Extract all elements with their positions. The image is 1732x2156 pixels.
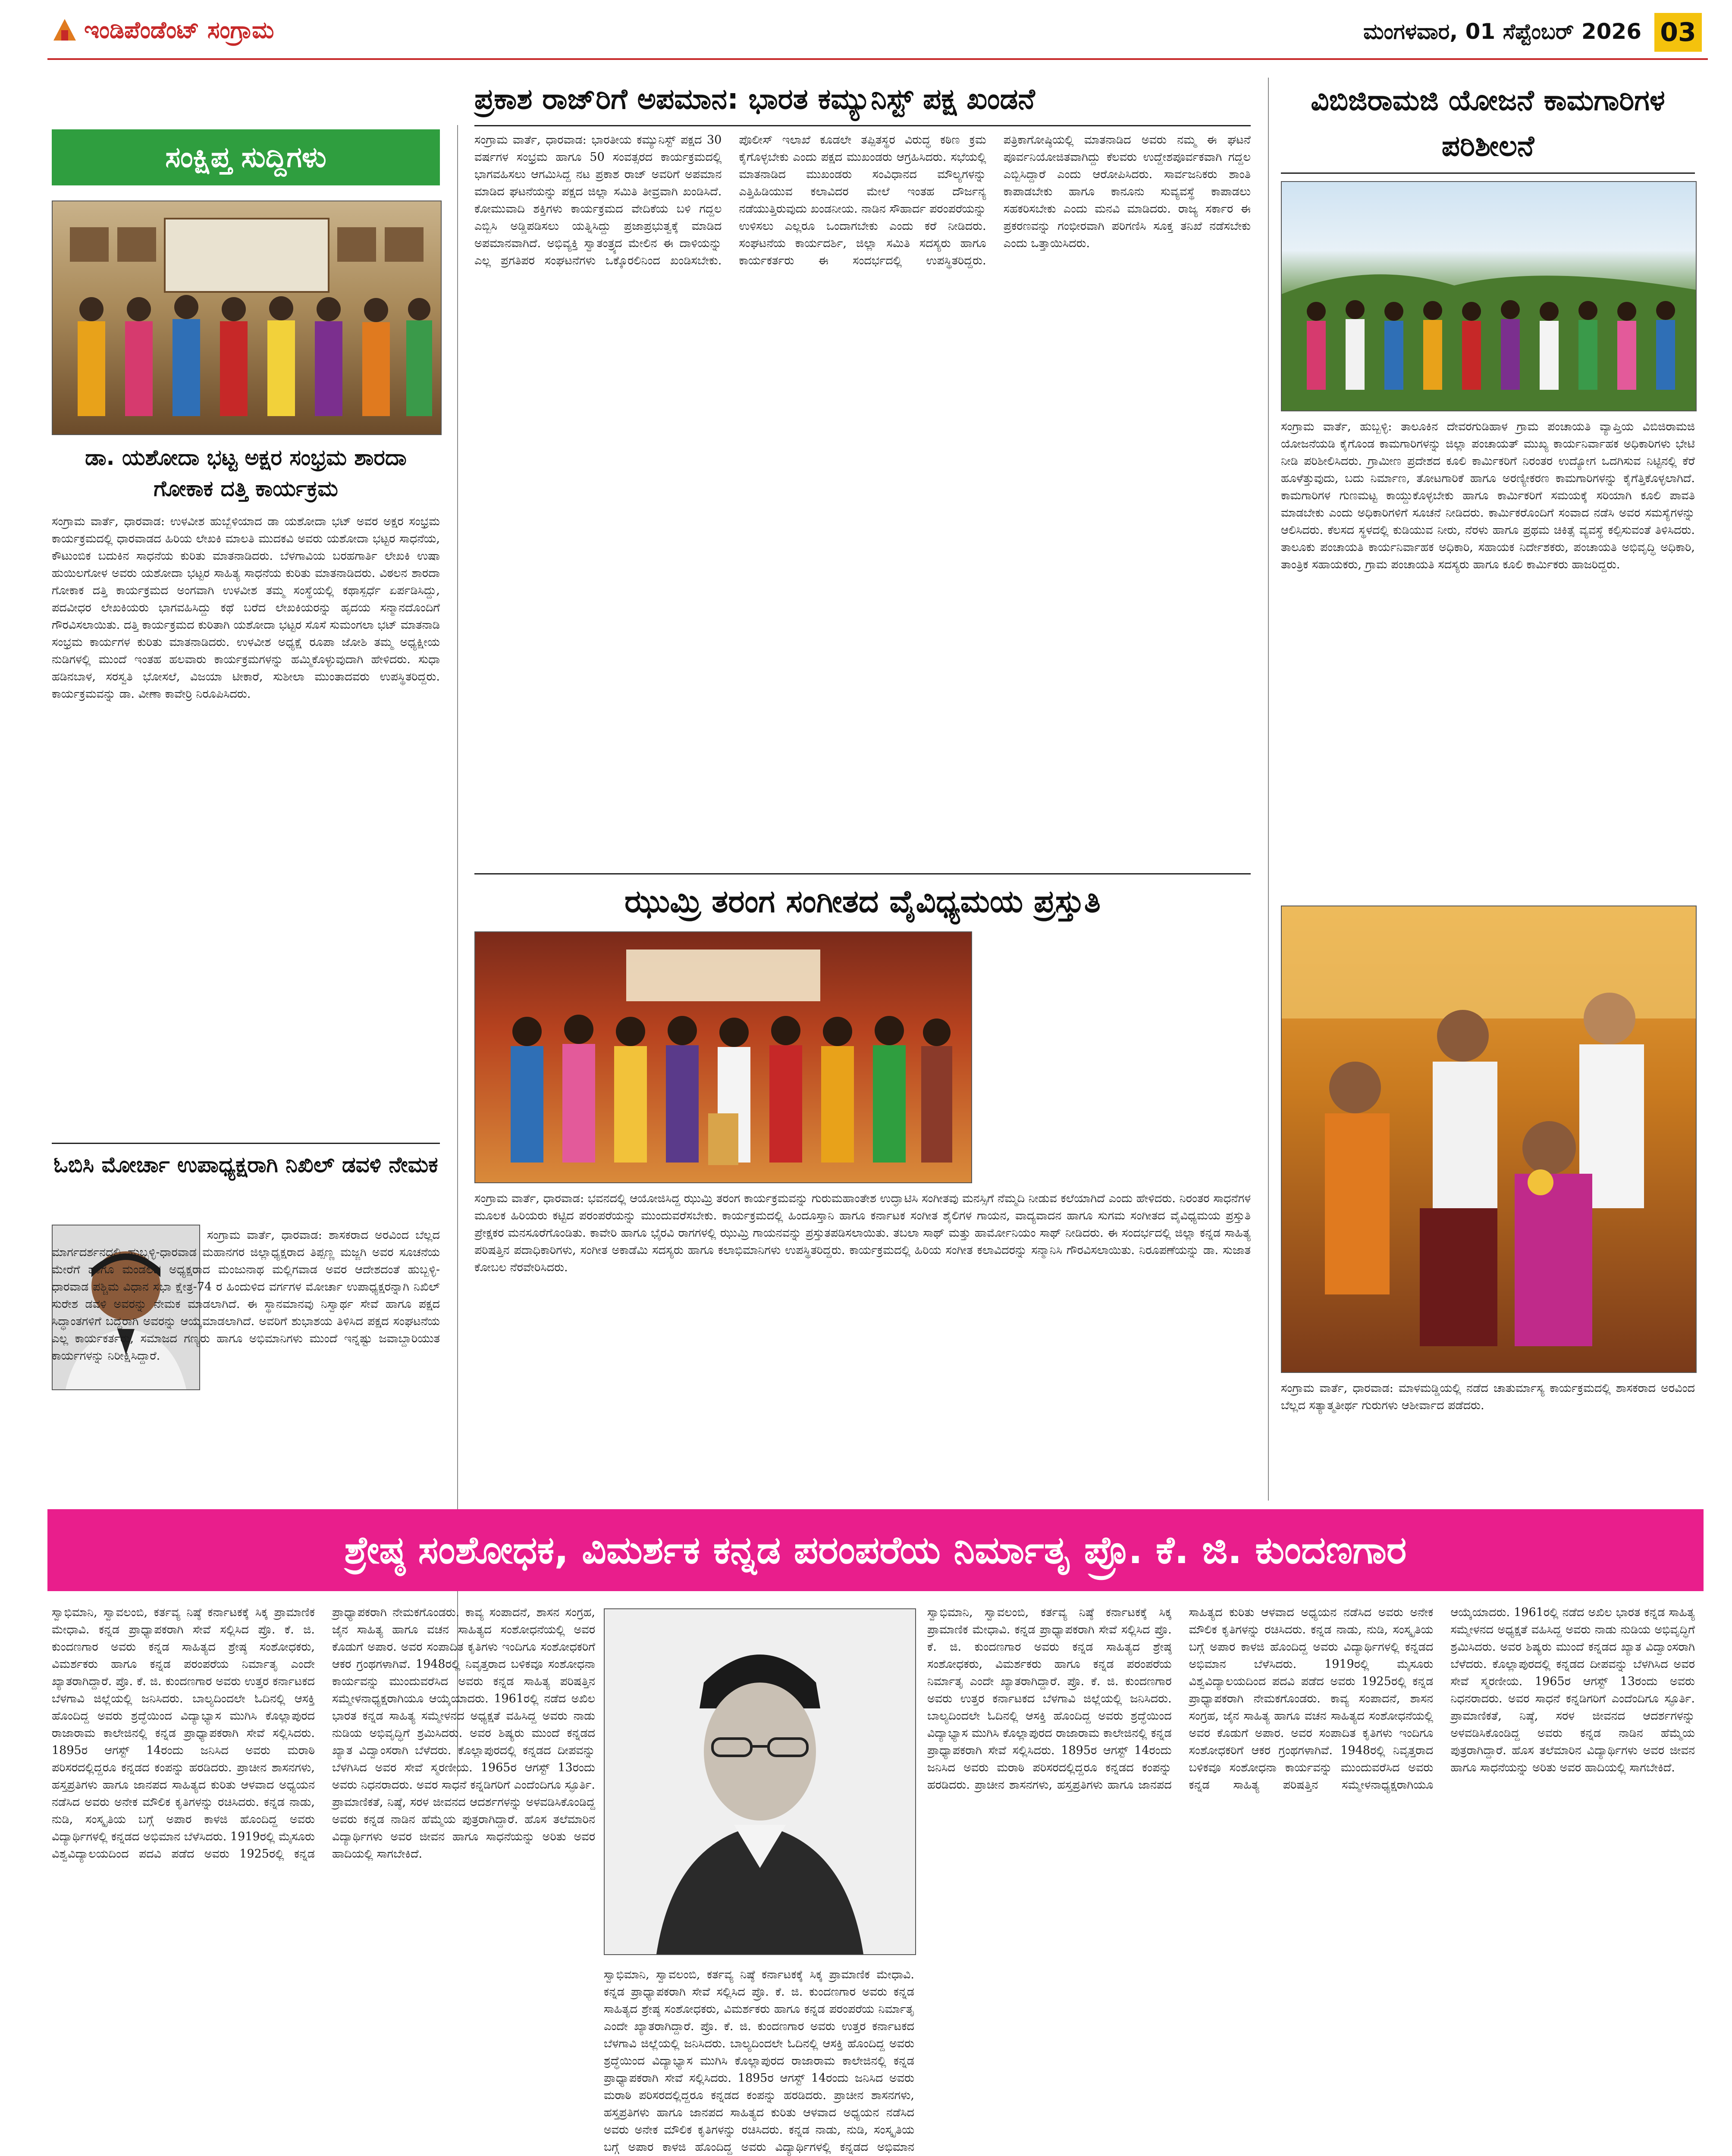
feature-banner [47,1509,1704,1591]
page-number: 03 [1654,13,1702,52]
prakash-headline: ಪ್ರಕಾಶ ರಾಜ್‌ರಿಗೆ ಅಪಮಾನ: ಭಾರತ ಕಮ್ಯುನಿಸ್ಟ್ ಪಕ್ಷ ಖಂಡನೆ [474,82,1035,116]
brief2-top-rule [52,1143,440,1144]
tarang-headline: ಝುಮ್ರಿ ತರಂಗ ಸಂಗೀತದ ವೈವಿಧ್ಯಮಯ ಪ್ರಸ್ತುತಿ [624,883,1101,919]
paper-name: ಇಂಡಿಪೆಂಡೆಂಟ್ ಸಂಗ್ರಾಮ [84,16,274,44]
vbjrm-body: ಸಂಗ್ರಾಮ ವಾರ್ತೆ, ಹುಬ್ಬಳ್ಳಿ: ತಾಲೂಕಿನ ದೇವರಗುಡಿಹಾಳ ಗ್ರಾಮ ಪಂಚಾಯತಿ ವ್ಯಾಪ್ತಿಯ ವಿಬಿಜಿರಾಮಜಿ ಯೋಜನೆಯಡಿ ಕೈಗೊಂಡ ಕಾಮಗಾರಿಗಳನ್ನು ಜಿಲ್ಲಾ ಪಂಚಾಯತ್ ಮುಖ್ಯ ಕಾರ್ಯನಿರ್ವಾಹಕ ಅಧಿಕಾರಿಗಳು ಭೇಟಿ ನೀಡಿ ಪರಿಶೀಲಿಸಿದರು. ಗ್ರಾಮೀಣ ಪ್ರದೇಶದ ಕೂಲಿ ಕಾರ್ಮಿಕರಿಗೆ ನಿರಂತರ ಉದ್ಯೋಗ ಒದಗಿಸುವ ನಿಟ್ಟಿನಲ್ಲಿ ಕೆರೆ ಹೂಳೆತ್ತುವುದು, ಬದು ನಿರ್ಮಾಣ, ತೋಟಗಾರಿಕೆ ಹಾಗೂ ಅರಣ್ಯೀಕರಣ ಕಾಮಗಾರಿಗಳನ್ನು ಕೈಗೆತ್ತಿಕೊಳ್ಳಲಾಗಿದೆ. ಕಾಮಗಾರಿಗಳ ಗುಣಮಟ್ಟ ಕಾಯ್ದುಕೊಳ್ಳಬೇಕು ಹಾಗೂ ಕಾರ್ಮಿಕರಿಗೆ ಸಮಯಕ್ಕೆ ಸರಿಯಾಗಿ ಕೂಲಿ ಪಾವತಿ ಮಾಡಬೇಕು ಎಂದು ಅಧಿಕಾರಿಗಳಿಗೆ ಸೂಚನೆ ನೀಡಿದರು. ಕಾರ್ಮಿಕರೊಂದಿಗೆ ಸಂವಾದ ನಡೆಸಿ ಅವರ ಸಮಸ್ಯೆಗಳನ್ನು ಆಲಿಸಿದರು. ಕೆಲಸದ ಸ್ಥಳದಲ್ಲಿ ಕುಡಿಯುವ ನೀರು, ನೆರಳು ಹಾಗೂ ಪ್ರಥಮ ಚಿಕಿತ್ಸೆ ವ್ಯವಸ್ಥೆ ಕಲ್ಪಿಸುವಂತೆ ತಿಳಿಸಿದರು. ತಾಲೂಕು ಪಂಚಾಯತಿ ಕಾರ್ಯನಿರ್ವಾಹಕ ಅಧಿಕಾರಿ, ಸಹಾಯಕ ನಿರ್ದೇಶಕರು, ಪಂಚಾಯತಿ ಅಭಿವೃದ್ಧಿ ಅಧಿಕಾರಿ, ತಾಂತ್ರಿಕ ಸಹಾಯಕರು, ಗ್ರಾಮ ಪಂಚಾಯತಿ ಸದಸ್ಯರು ಹಾಗೂ ಕೂಲಿ ಕಾರ್ಮಿಕರು ಹಾಜರಿದ್ದರು. [1281,420,1695,571]
brief2-headline: ಓಬಿಸಿ ಮೋರ್ಚಾ ಉಪಾಧ್ಯಕ್ಷರಾಗಿ ನಿಖಿಲ್ ಡವಳಿ ನೇಮಕ [53,1152,438,1177]
chaturmasya-photo [1281,906,1697,1373]
tarang-top-rule [474,873,1251,874]
brief2-body: ಸಂಗ್ರಾಮ ವಾರ್ತೆ, ಧಾರವಾಡ: ಶಾಸಕರಾದ ಅರವಿಂದ ಬೆಲ್ಲದ ಮಾರ್ಗದರ್ಶನದಲ್ಲಿ ಹುಬ್ಬಳ್ಳಿ-ಧಾರವಾಡ ಮಹಾನಗರ ಜಿಲ್ಲಾಧ್ಯಕ್ಷರಾದ ತಿಪ್ಪಣ್ಣ ಮಜ್ಜಗಿ ಅವರ ಸೂಚನೆಯ ಮೇರೆಗೆ ಹಾಗೂ ಮಂಡಲದ ಅಧ್ಯಕ್ಷರಾದ ಮಂಜುನಾಥ ಮಲ್ಲಿಗವಾಡ ಅವರ ಆದೇಶದಂತೆ ಹುಬ್ಬಳ್ಳಿ-ಧಾರವಾಡ ಪಶ್ಚಿಮ ವಿಧಾನ ಸಭಾ ಕ್ಷೇತ್ರ-74 ರ ಹಿಂದುಳಿದ ವರ್ಗಗಳ ಮೋರ್ಚಾ ಉಪಾಧ್ಯಕ್ಷರನ್ನಾಗಿ ನಿಖಿಲ್ ಸುರೇಶ ಡವಳಿ ಅವರನ್ನು ನೇಮಕ ಮಾಡಲಾಗಿದೆ. ಈ ಸ್ಥಾನಮಾನವು ನಿಸ್ವಾರ್ಥ ಸೇವೆ ಹಾಗೂ ಪಕ್ಷದ ಸಿದ್ಧಾಂತಗಳಿಗೆ ಬದ್ಧರಾಗಿ ಅವರನ್ನು ಆಯ್ಕೆಮಾಡಲಾಗಿದೆ. ಅವರಿಗೆ ಶುಭಾಶಯ ತಿಳಿಸಿದ ಪಕ್ಷದ ಸಂಘಟನೆಯ ಎಲ್ಲ ಕಾರ್ಯಕರ್ತರು, ಸಮಾಜದ ಗಣ್ಯರು ಹಾಗೂ ಅಭಿಮಾನಿಗಳು ಮುಂದೆ ಇನ್ನಷ್ಟು ಜವಾಬ್ದಾರಿಯುತ ಕಾರ್ಯಗಳನ್ನು ನಿರೀಕ್ಷಿಸಿದ್ದಾರೆ. [52,1228,440,1363]
masthead-logo-icon [52,17,78,43]
feature-portrait [604,1608,916,1955]
feature-banner-title: ಶ್ರೇಷ್ಠ ಸಂಶೋಧಕ, ವಿಮರ್ಶಕ ಕನ್ನಡ ಪರಂಪರೆಯ ನಿರ್ಮಾತೃ ಪ್ರೊ. ಕೆ. ಜಿ. ಕುಂದಣಗಾರ [344,1528,1407,1572]
issue-date: ಮಂಗಳವಾರ, 01 ಸೆಪ್ಟೆಂಬರ್ 2026 [1363,19,1641,44]
vbjrm-headline: ವಿಬಿಜಿರಾಮಜಿ ಯೋಜನೆ ಕಾಮಗಾರಿಗಳ ಪರಿಶೀಲನೆ [1311,84,1665,163]
briefs-header [52,129,440,185]
brief1-headline: ಡಾ. ಯಶೋದಾ ಭಟ್ಟ ಅಕ್ಷರ ಸಂಭ್ರಮ ಶಾರದಾ ಗೋಕಾಕ ದತ್ತಿ ಕಾರ್ಯಕ್ರಮ [85,445,407,501]
feature-body-left: ಸ್ವಾಭಿಮಾನಿ, ಸ್ವಾವಲಂಬಿ, ಕರ್ತವ್ಯ ನಿಷ್ಠೆ ಕರ್ನಾಟಕಕ್ಕೆ ಸಿಕ್ಕ ಪ್ರಾಮಾಣಿಕ ಮೇಧಾವಿ. ಕನ್ನಡ ಪ್ರಾಧ್ಯಾಪಕರಾಗಿ ಸೇವೆ ಸಲ್ಲಿಸಿದ ಪ್ರೊ. ಕೆ. ಜಿ. ಕುಂದಣಗಾರ ಅವರು ಕನ್ನಡ ಸಾಹಿತ್ಯದ ಶ್ರೇಷ್ಠ ಸಂಶೋಧಕರು, ವಿಮರ್ಶಕರು ಹಾಗೂ ಕನ್ನಡ ಪರಂಪರೆಯ ನಿರ್ಮಾತೃ ಎಂದೇ ಖ್ಯಾತರಾಗಿದ್ದಾರೆ. ಪ್ರೊ. ಕೆ. ಜಿ. ಕುಂದಣಗಾರ ಅವರು ಉತ್ತರ ಕರ್ನಾಟಕದ ಬೆಳಗಾವಿ ಜಿಲ್ಲೆಯಲ್ಲಿ ಜನಿಸಿದರು. ಬಾಲ್ಯದಿಂದಲೇ ಓದಿನಲ್ಲಿ ಆಸಕ್ತಿ ಹೊಂದಿದ್ದ ಅವರು ಶ್ರದ್ಧೆಯಿಂದ ವಿದ್ಯಾಭ್ಯಾಸ ಮುಗಿಸಿ ಕೊಲ್ಲಾಪುರದ ರಾಜಾರಾಮ ಕಾಲೇಜಿನಲ್ಲಿ ಕನ್ನಡ ಪ್ರಾಧ್ಯಾಪಕರಾಗಿ ಸೇವೆ ಸಲ್ಲಿಸಿದರು. 1895ರ ಆಗಸ್ಟ್ 14ರಂದು ಜನಿಸಿದ ಅವರು ಮರಾಠಿ ಪರಿಸರದಲ್ಲಿದ್ದರೂ ಕನ್ನಡದ ಕಂಪನ್ನು ಹರಡಿದರು. ಪ್ರಾಚೀನ ಶಾಸನಗಳು, ಹಸ್ತಪ್ರತಿಗಳು ಹಾಗೂ ಜಾನಪದ ಸಾಹಿತ್ಯದ ಕುರಿತು ಆಳವಾದ ಅಧ್ಯಯನ ನಡೆಸಿದ ಅವರು ಅನೇಕ ಮೌಲಿಕ ಕೃತಿಗಳನ್ನು ರಚಿಸಿದರು. ಕನ್ನಡ ನಾಡು, ನುಡಿ, ಸಂಸ್ಕೃತಿಯ ಬಗ್ಗೆ ಅಪಾರ ಕಾಳಜಿ ಹೊಂದಿದ್ದ ಅವರು ವಿದ್ಯಾರ್ಥಿಗಳಲ್ಲಿ ಕನ್ನಡದ ಅಭಿಮಾನ ಬೆಳೆಸಿದರು. 1919ರಲ್ಲಿ ಮೈಸೂರು ವಿಶ್ವವಿದ್ಯಾಲಯದಿಂದ ಪದವಿ ಪಡೆದ ಅವರು 1925ರಲ್ಲಿ ಕನ್ನಡ ಪ್ರಾಧ್ಯಾಪಕರಾಗಿ ನೇಮಕಗೊಂಡರು. ಕಾವ್ಯ ಸಂಪಾದನೆ, ಶಾಸನ ಸಂಗ್ರಹ, ಜೈನ ಸಾಹಿತ್ಯ ಹಾಗೂ ವಚನ ಸಾಹಿತ್ಯದ ಸಂಶೋಧನೆಯಲ್ಲಿ ಅವರ ಕೊಡುಗೆ ಅಪಾರ. ಅವರ ಸಂಪಾದಿತ ಕೃತಿಗಳು ಇಂದಿಗೂ ಸಂಶೋಧಕರಿಗೆ ಆಕರ ಗ್ರಂಥಗಳಾಗಿವೆ. 1948ರಲ್ಲಿ ನಿವೃತ್ತರಾದ ಬಳಿಕವೂ ಸಂಶೋಧನಾ ಕಾರ್ಯವನ್ನು ಮುಂದುವರೆಸಿದ ಅವರು ಕನ್ನಡ ಸಾಹಿತ್ಯ ಪರಿಷತ್ತಿನ ಸಮ್ಮೇಳನಾಧ್ಯಕ್ಷರಾಗಿಯೂ ಆಯ್ಕೆಯಾದರು. 1961ರಲ್ಲಿ ನಡೆದ ಅಖಿಲ ಭಾರತ ಕನ್ನಡ ಸಾಹಿತ್ಯ ಸಮ್ಮೇಳನದ ಅಧ್ಯಕ್ಷತೆ ವಹಿಸಿದ್ದ ಅವರು ನಾಡು ನುಡಿಯ ಅಭಿವೃದ್ಧಿಗೆ ಶ್ರಮಿಸಿದರು. ಅವರ ಶಿಷ್ಯರು ಮುಂದೆ ಕನ್ನಡದ ಖ್ಯಾತ ವಿದ್ವಾಂಸರಾಗಿ ಬೆಳೆದರು. ಕೊಲ್ಲಾಪುರದಲ್ಲಿ ಕನ್ನಡದ ದೀಪವನ್ನು ಬೆಳಗಿಸಿದ ಅವರ ಸೇವೆ ಸ್ಮರಣೀಯ. 1965ರ ಆಗಸ್ಟ್ 13ರಂದು ಅವರು ನಿಧನರಾದರು. ಅವರ ಸಾಧನೆ ಕನ್ನಡಿಗರಿಗೆ ಎಂದೆಂದಿಗೂ ಸ್ಫೂರ್ತಿ. ಪ್ರಾಮಾಣಿಕತೆ, ನಿಷ್ಠೆ, ಸರಳ ಜೀವನದ ಆದರ್ಶಗಳನ್ನು ಅಳವಡಿಸಿಕೊಂಡಿದ್ದ ಅವರು ಕನ್ನಡ ನಾಡಿನ ಹೆಮ್ಮೆಯ ಪುತ್ರರಾಗಿದ್ದಾರೆ. ಹೊಸ ತಲೆಮಾರಿನ ವಿದ್ಯಾರ್ಥಿಗಳು ಅವರ ಜೀವನ ಹಾಗೂ ಸಾಧನೆಯನ್ನು ಅರಿತು ಅವರ ಹಾದಿಯಲ್ಲಿ ಸಾಗಬೇಕಿದೆ. [52,1606,595,1861]
chaturmasya-caption: ಸಂಗ್ರಾಮ ವಾರ್ತೆ, ಧಾರವಾಡ: ಮಾಳಮಡ್ಡಿಯಲ್ಲಿ ನಡೆದ ಚಾತುರ್ಮಾಸ್ಯ ಕಾರ್ಯಕ್ರಮದಲ್ಲಿ ಶಾಸಕರಾದ ಅರವಿಂದ ಬೆಲ್ಲದ ಸತ್ಯಾತ್ಮತೀರ್ಥ ಗುರುಗಳು ಆಶೀರ್ವಾದ ಪಡೆದರು. [1281,1382,1695,1412]
brief1-photo [52,201,442,435]
vbjrm-rule [1281,172,1695,174]
briefs-header-text: ಸಂಕ್ಷಿಪ್ತ ಸುದ್ದಿಗಳು [165,141,326,174]
brief1-body: ಸಂಗ್ರಾಮ ವಾರ್ತೆ, ಧಾರವಾಡ: ಉಳವೀಶ ಹುಬ್ಬೆಳಿಯಾದ ಡಾ ಯಶೋದಾ ಭಟ್ ಅವರ ಅಕ್ಷರ ಸಂಭ್ರಮ ಕಾರ್ಯಕ್ರಮದಲ್ಲಿ ಧಾರವಾಡದ ಹಿರಿಯ ಲೇಖಕಿ ಮಾಲತಿ ಮುದಕವಿ ಅವರು ಯಶೋದಾ ಭಟ್ಟರ ಸಾಧನೆಯ, ಕೌಟುಂಬಿಕ ಬದುಕಿನ ಸಾಧನೆಯ ಕುರಿತು ಮಾತನಾಡಿದರು. ಬೆಳಗಾವಿಯ ಬರಹಗಾರ್ತಿ ಲೇಖಕಿ ಉಷಾ ಹುಯಿಲಗೋಳ ಅವರು ಯಶೋದಾ ಭಟ್ಟರ ಸಾಹಿತ್ಯ ಸಾಧನೆಯ ಕುರಿತು ಮಾತನಾಡಿದರು. ವಿಠಲನ ಶಾರದಾ ಗೋಕಾಕ ದತ್ತಿ ಕಾರ್ಯಕ್ರಮದ ಅಂಗವಾಗಿ ಉಳವೀಶ ತಮ್ಮ ಸಂಸ್ಥೆಯಲ್ಲಿ ಕಥಾಸ್ಪರ್ಧೆ ಏರ್ಪಡಿಸಿದ್ದು, ಪದವೀಧರ ಲೇಖಕಿಯರು ಭಾಗವಹಿಸಿದ್ದು ಕಥೆ ಬರೆದ ಲೇಖಕಿಯರನ್ನು ಹೃದಯ ಸನ್ಮಾನದೊಂದಿಗೆ ಗೌರವಿಸಲಾಯಿತು. ದತ್ತಿ ಕಾರ್ಯಕ್ರಮದ ಕುರಿತಾಗಿ ಯಶೋದಾ ಭಟ್ಟರ ಸೊಸೆ ಸುಮಂಗಲಾ ಭಟ್ ಮಾತನಾಡಿ ಸಂಭ್ರಮ ಕಾರ್ಯಗಳ ಕುರಿತು ಮಾತನಾಡಿದರು. ಉಳವೀಶ ಅಧ್ಯಕ್ಷೆ ರೂಪಾ ಜೋಶಿ ತಮ್ಮ ಅಧ್ಯಕ್ಷೀಯ ನುಡಿಗಳಲ್ಲಿ ಮುಂದೆ ಇಂತಹ ಹಲವಾರು ಕಾರ್ಯಕ್ರಮಗಳನ್ನು ಹಮ್ಮಿಕೊಳ್ಳುವುದಾಗಿ ಹೇಳಿದರು. ಸುಧಾ ಹಡಿನಬಾಳ, ಸರಸ್ವತಿ ಭೋಸಲೆ, ವಿಜಯಾ ಟೀಕಾರೆ, ಸುಶೀಲಾ ಮುಂತಾದವರು ಉಪಸ್ಥಿತರಿದ್ದರು. ಕಾರ್ಯಕ್ರಮವನ್ನು ಡಾ. ವೀಣಾ ಕಾವೇರ್‍ರಿ ನಿರೂಪಿಸಿದರು. [52,515,440,701]
feature-body-right: ಸ್ವಾಭಿಮಾನಿ, ಸ್ವಾವಲಂಬಿ, ಕರ್ತವ್ಯ ನಿಷ್ಠೆ ಕರ್ನಾಟಕಕ್ಕೆ ಸಿಕ್ಕ ಪ್ರಾಮಾಣಿಕ ಮೇಧಾವಿ. ಕನ್ನಡ ಪ್ರಾಧ್ಯಾಪಕರಾಗಿ ಸೇವೆ ಸಲ್ಲಿಸಿದ ಪ್ರೊ. ಕೆ. ಜಿ. ಕುಂದಣಗಾರ ಅವರು ಕನ್ನಡ ಸಾಹಿತ್ಯದ ಶ್ರೇಷ್ಠ ಸಂಶೋಧಕರು, ವಿಮರ್ಶಕರು ಹಾಗೂ ಕನ್ನಡ ಪರಂಪರೆಯ ನಿರ್ಮಾತೃ ಎಂದೇ ಖ್ಯಾತರಾಗಿದ್ದಾರೆ. ಪ್ರೊ. ಕೆ. ಜಿ. ಕುಂದಣಗಾರ ಅವರು ಉತ್ತರ ಕರ್ನಾಟಕದ ಬೆಳಗಾವಿ ಜಿಲ್ಲೆಯಲ್ಲಿ ಜನಿಸಿದರು. ಬಾಲ್ಯದಿಂದಲೇ ಓದಿನಲ್ಲಿ ಆಸಕ್ತಿ ಹೊಂದಿದ್ದ ಅವರು ಶ್ರದ್ಧೆಯಿಂದ ವಿದ್ಯಾಭ್ಯಾಸ ಮುಗಿಸಿ ಕೊಲ್ಲಾಪುರದ ರಾಜಾರಾಮ ಕಾಲೇಜಿನಲ್ಲಿ ಕನ್ನಡ ಪ್ರಾಧ್ಯಾಪಕರಾಗಿ ಸೇವೆ ಸಲ್ಲಿಸಿದರು. 1895ರ ಆಗಸ್ಟ್ 14ರಂದು ಜನಿಸಿದ ಅವರು ಮರಾಠಿ ಪರಿಸರದಲ್ಲಿದ್ದರೂ ಕನ್ನಡದ ಕಂಪನ್ನು ಹರಡಿದರು. ಪ್ರಾಚೀನ ಶಾಸನಗಳು, ಹಸ್ತಪ್ರತಿಗಳು ಹಾಗೂ ಜಾನಪದ ಸಾಹಿತ್ಯದ ಕುರಿತು ಆಳವಾದ ಅಧ್ಯಯನ ನಡೆಸಿದ ಅವರು ಅನೇಕ ಮೌಲಿಕ ಕೃತಿಗಳನ್ನು ರಚಿಸಿದರು. ಕನ್ನಡ ನಾಡು, ನುಡಿ, ಸಂಸ್ಕೃತಿಯ ಬಗ್ಗೆ ಅಪಾರ ಕಾಳಜಿ ಹೊಂದಿದ್ದ ಅವರು ವಿದ್ಯಾರ್ಥಿಗಳಲ್ಲಿ ಕನ್ನಡದ ಅಭಿಮಾನ ಬೆಳೆಸಿದರು. 1919ರಲ್ಲಿ ಮೈಸೂರು ವಿಶ್ವವಿದ್ಯಾಲಯದಿಂದ ಪದವಿ ಪಡೆದ ಅವರು 1925ರಲ್ಲಿ ಕನ್ನಡ ಪ್ರಾಧ್ಯಾಪಕರಾಗಿ ನೇಮಕಗೊಂಡರು. ಕಾವ್ಯ ಸಂಪಾದನೆ, ಶಾಸನ ಸಂಗ್ರಹ, ಜೈನ ಸಾಹಿತ್ಯ ಹಾಗೂ ವಚನ ಸಾಹಿತ್ಯದ ಸಂಶೋಧನೆಯಲ್ಲಿ ಅವರ ಕೊಡುಗೆ ಅಪಾರ. ಅವರ ಸಂಪಾದಿತ ಕೃತಿಗಳು ಇಂದಿಗೂ ಸಂಶೋಧಕರಿಗೆ ಆಕರ ಗ್ರಂಥಗಳಾಗಿವೆ. 1948ರಲ್ಲಿ ನಿವೃತ್ತರಾದ ಬಳಿಕವೂ ಸಂಶೋಧನಾ ಕಾರ್ಯವನ್ನು ಮುಂದುವರೆಸಿದ ಅವರು ಕನ್ನಡ ಸಾಹಿತ್ಯ ಪರಿಷತ್ತಿನ ಸಮ್ಮೇಳನಾಧ್ಯಕ್ಷರಾಗಿಯೂ ಆಯ್ಕೆಯಾದರು. 1961ರಲ್ಲಿ ನಡೆದ ಅಖಿಲ ಭಾರತ ಕನ್ನಡ ಸಾಹಿತ್ಯ ಸಮ್ಮೇಳನದ ಅಧ್ಯಕ್ಷತೆ ವಹಿಸಿದ್ದ ಅವರು ನಾಡು ನುಡಿಯ ಅಭಿವೃದ್ಧಿಗೆ ಶ್ರಮಿಸಿದರು. ಅವರ ಶಿಷ್ಯರು ಮುಂದೆ ಕನ್ನಡದ ಖ್ಯಾತ ವಿದ್ವಾಂಸರಾಗಿ ಬೆಳೆದರು. ಕೊಲ್ಲಾಪುರದಲ್ಲಿ ಕನ್ನಡದ ದೀಪವನ್ನು ಬೆಳಗಿಸಿದ ಅವರ ಸೇವೆ ಸ್ಮರಣೀಯ. 1965ರ ಆಗಸ್ಟ್ 13ರಂದು ಅವರು ನಿಧನರಾದರು. ಅವರ ಸಾಧನೆ ಕನ್ನಡಿಗರಿಗೆ ಎಂದೆಂದಿಗೂ ಸ್ಫೂರ್ತಿ. ಪ್ರಾಮಾಣಿಕತೆ, ನಿಷ್ಠೆ, ಸರಳ ಜೀವನದ ಆದರ್ಶಗಳನ್ನು ಅಳವಡಿಸಿಕೊಂಡಿದ್ದ ಅವರು ಕನ್ನಡ ನಾಡಿನ ಹೆಮ್ಮೆಯ ಪುತ್ರರಾಗಿದ್ದಾರೆ. ಹೊಸ ತಲೆಮಾರಿನ ವಿದ್ಯಾರ್ಥಿಗಳು ಅವರ ಜೀವನ ಹಾಗೂ ಸಾಧನೆಯನ್ನು ಅರಿತು ಅವರ ಹಾದಿಯಲ್ಲಿ ಸಾಗಬೇಕಿದೆ. [927,1606,1695,1792]
prakash-body: ಸಂಗ್ರಾಮ ವಾರ್ತೆ, ಧಾರವಾಡ: ಭಾರತೀಯ ಕಮ್ಯುನಿಸ್ಟ್ ಪಕ್ಷದ 30 ವರ್ಷಗಳ ಸಂಭ್ರಮ ಹಾಗೂ 50 ಸಂವತ್ಸರದ ಕಾರ್ಯಕ್ರಮದಲ್ಲಿ ಭಾಗವಹಿಸಲು ಆಗಮಿಸಿದ್ದ ನಟ ಪ್ರಕಾಶ ರಾಜ್ ಅವರಿಗೆ ಅಪಮಾನ ಮಾಡಿದ ಘಟನೆಯನ್ನು ಪಕ್ಷದ ಜಿಲ್ಲಾ ಸಮಿತಿ ತೀವ್ರವಾಗಿ ಖಂಡಿಸಿದೆ. ಕೋಮುವಾದಿ ಶಕ್ತಿಗಳು ಕಾರ್ಯಕ್ರಮದ ವೇದಿಕೆಯ ಬಳಿ ಗದ್ದಲ ಎಬ್ಬಿಸಿ ಅಡ್ಡಿಪಡಿಸಲು ಯತ್ನಿಸಿದ್ದು ಪ್ರಜಾಪ್ರಭುತ್ವಕ್ಕೆ ಮಾಡಿದ ಅಪಮಾನವಾಗಿದೆ. ಅಭಿವ್ಯಕ್ತಿ ಸ್ವಾತಂತ್ರ್ಯದ ಮೇಲಿನ ಈ ದಾಳಿಯನ್ನು ಎಲ್ಲ ಪ್ರಗತಿಪರ ಸಂಘಟನೆಗಳು ಒಕ್ಕೊರಲಿನಿಂದ ಖಂಡಿಸಬೇಕು. ಪೊಲೀಸ್ ಇಲಾಖೆ ಕೂಡಲೇ ತಪ್ಪಿತಸ್ಥರ ವಿರುದ್ಧ ಕಠಿಣ ಕ್ರಮ ಕೈಗೊಳ್ಳಬೇಕು ಎಂದು ಪಕ್ಷದ ಮುಖಂಡರು ಆಗ್ರಹಿಸಿದರು. ಸಭೆಯಲ್ಲಿ ಮಾತನಾಡಿದ ಮುಖಂಡರು ಸಂವಿಧಾನದ ಮೌಲ್ಯಗಳನ್ನು ಎತ್ತಿಹಿಡಿಯುವ ಕಲಾವಿದರ ಮೇಲೆ ಇಂತಹ ದೌರ್ಜನ್ಯ ನಡೆಯುತ್ತಿರುವುದು ಖಂಡನೀಯ. ನಾಡಿನ ಸೌಹಾರ್ದ ಪರಂಪರೆಯನ್ನು ಉಳಿಸಲು ಎಲ್ಲರೂ ಒಂದಾಗಬೇಕು ಎಂದು ಕರೆ ನೀಡಿದರು. ಸಂಘಟನೆಯ ಕಾರ್ಯದರ್ಶಿ, ಜಿಲ್ಲಾ ಸಮಿತಿ ಸದಸ್ಯರು ಹಾಗೂ ಕಾರ್ಯಕರ್ತರು ಈ ಸಂದರ್ಭದಲ್ಲಿ ಉಪಸ್ಥಿತರಿದ್ದರು. ಪತ್ರಿಕಾಗೋಷ್ಠಿಯಲ್ಲಿ ಮಾತನಾಡಿದ ಅವರು ನಮ್ಮ ಈ ಘಟನೆ ಪೂರ್ವನಿಯೋಜಿತವಾಗಿದ್ದು ಕೆಲವರು ಉದ್ದೇಶಪೂರ್ವಕವಾಗಿ ಗದ್ದಲ ಎಬ್ಬಿಸಿದ್ದಾರೆ ಎಂದು ಆರೋಪಿಸಿದರು. ಸಾರ್ವಜನಿಕರು ಶಾಂತಿ ಕಾಪಾಡಬೇಕು ಹಾಗೂ ಕಾನೂನು ಸುವ್ಯವಸ್ಥೆ ಕಾಪಾಡಲು ಸಹಕರಿಸಬೇಕು ಎಂದು ಮನವಿ ಮಾಡಿದರು. ರಾಜ್ಯ ಸರ್ಕಾರ ಈ ಪ್ರಕರಣವನ್ನು ಗಂಭೀರವಾಗಿ ಪರಿಗಣಿಸಿ ಸೂಕ್ತ ತನಿಖೆ ನಡೆಸಬೇಕು ಎಂದು ಒತ್ತಾಯಿಸಿದರು. [474,133,1251,267]
feature-body-middle: ಸ್ವಾಭಿಮಾನಿ, ಸ್ವಾವಲಂಬಿ, ಕರ್ತವ್ಯ ನಿಷ್ಠೆ ಕರ್ನಾಟಕಕ್ಕೆ ಸಿಕ್ಕ ಪ್ರಾಮಾಣಿಕ ಮೇಧಾವಿ. ಕನ್ನಡ ಪ್ರಾಧ್ಯಾಪಕರಾಗಿ ಸೇವೆ ಸಲ್ಲಿಸಿದ ಪ್ರೊ. ಕೆ. ಜಿ. ಕುಂದಣಗಾರ ಅವರು ಕನ್ನಡ ಸಾಹಿತ್ಯದ ಶ್ರೇಷ್ಠ ಸಂಶೋಧಕರು, ವಿಮರ್ಶಕರು ಹಾಗೂ ಕನ್ನಡ ಪರಂಪರೆಯ ನಿರ್ಮಾತೃ ಎಂದೇ ಖ್ಯಾತರಾಗಿದ್ದಾರೆ. ಪ್ರೊ. ಕೆ. ಜಿ. ಕುಂದಣಗಾರ ಅವರು ಉತ್ತರ ಕರ್ನಾಟಕದ ಬೆಳಗಾವಿ ಜಿಲ್ಲೆಯಲ್ಲಿ ಜನಿಸಿದರು. ಬಾಲ್ಯದಿಂದಲೇ ಓದಿನಲ್ಲಿ ಆಸಕ್ತಿ ಹೊಂದಿದ್ದ ಅವರು ಶ್ರದ್ಧೆಯಿಂದ ವಿದ್ಯಾಭ್ಯಾಸ ಮುಗಿಸಿ ಕೊಲ್ಲಾಪುರದ ರಾಜಾರಾಮ ಕಾಲೇಜಿನಲ್ಲಿ ಕನ್ನಡ ಪ್ರಾಧ್ಯಾಪಕರಾಗಿ ಸೇವೆ ಸಲ್ಲಿಸಿದರು. 1895ರ ಆಗಸ್ಟ್ 14ರಂದು ಜನಿಸಿದ ಅವರು ಮರಾಠಿ ಪರಿಸರದಲ್ಲಿದ್ದರೂ ಕನ್ನಡದ ಕಂಪನ್ನು ಹರಡಿದರು. ಪ್ರಾಚೀನ ಶಾಸನಗಳು, ಹಸ್ತಪ್ರತಿಗಳು ಹಾಗೂ ಜಾನಪದ ಸಾಹಿತ್ಯದ ಕುರಿತು ಆಳವಾದ ಅಧ್ಯಯನ ನಡೆಸಿದ ಅವರು ಅನೇಕ ಮೌಲಿಕ ಕೃತಿಗಳನ್ನು ರಚಿಸಿದರು. ಕನ್ನಡ ನಾಡು, ನುಡಿ, ಸಂಸ್ಕೃತಿಯ ಬಗ್ಗೆ ಅಪಾರ ಕಾಳಜಿ ಹೊಂದಿದ್ದ ಅವರು ವಿದ್ಯಾರ್ಥಿಗಳಲ್ಲಿ ಕನ್ನಡದ ಅಭಿಮಾನ [604,1968,914,2154]
vbjrm-photo [1281,181,1697,411]
masthead-rule [47,58,1708,60]
col-rule-2 [1268,78,1269,1501]
masthead [0,0,1732,78]
prakash-rule [474,125,1251,126]
tarang-body: ಸಂಗ್ರಾಮ ವಾರ್ತೆ, ಧಾರವಾಡ: ಭವನದಲ್ಲಿ ಆಯೋಜಿಸಿದ್ದ ಝುಮ್ರಿ ತರಂಗ ಕಾರ್ಯಕ್ರಮವನ್ನು ಗುರುಮಹಾಂತೇಶ ಉದ್ಘಾಟಿಸಿ ಸಂಗೀತವು ಮನಸ್ಸಿಗೆ ನೆಮ್ಮದಿ ನೀಡುವ ಕಲೆಯಾಗಿದೆ ಎಂದು ಹೇಳಿದರು. ನಿರಂತರ ಸಾಧನೆಗಳ ಮೂಲಕ ಹಿರಿಯರು ಕಟ್ಟಿದ ಪರಂಪರೆಯನ್ನು ಮುಂದುವರೆಸಬೇಕು. ಕಾರ್ಯಕ್ರಮದಲ್ಲಿ ಹಿಂದೂಸ್ತಾನಿ ಹಾಗೂ ಕರ್ನಾಟಕ ಸಂಗೀತ ಶೈಲಿಗಳ ಗಾಯನ, ವಾದ್ಯವಾದನ ಹಾಗೂ ಸುಗಮ ಸಂಗೀತದ ವೈವಿಧ್ಯಮಯ ಪ್ರಸ್ತುತಿ ಪ್ರೇಕ್ಷಕರ ಮನಸೂರೆಗೊಂಡಿತು. ಕಾವೇರಿ ಹಾಗೂ ಭೈರವಿ ರಾಗಗಳಲ್ಲಿ ಝುಮ್ರಿ ಗಾಯನವನ್ನು ಪ್ರಸ್ತುತಪಡಿಸಲಾಯಿತು. ತಬಲಾ ಸಾಥ್ ಮತ್ತು ಹಾರ್ಮೋನಿಯಂ ಸಾಥ್ ನೀಡಿದರು. ಈ ಸಂದರ್ಭದಲ್ಲಿ ಜಿಲ್ಲಾ ಕನ್ನಡ ಸಾಹಿತ್ಯ ಪರಿಷತ್ತಿನ ಪದಾಧಿಕಾರಿಗಳು, ಸಂಗೀತ ಅಕಾಡೆಮಿ ಸದಸ್ಯರು ಹಾಗೂ ಕಲಾಭಿಮಾನಿಗಳು ಉಪಸ್ಥಿತರಿದ್ದರು. ಕಾರ್ಯಕ್ರಮದಲ್ಲಿ ಹಿರಿಯ ಸಂಗೀತ ಕಲಾವಿದರನ್ನು ಸನ್ಮಾನಿಸಿ ಗೌರವಿಸಲಾಯಿತು. ನಿರೂಪಣೆಯನ್ನು ಡಾ. ಸುಜಾತ ಕೋಬಲ ನೆರವೇರಿಸಿದರು. [474,1192,1251,1274]
tarang-photo [474,931,972,1183]
